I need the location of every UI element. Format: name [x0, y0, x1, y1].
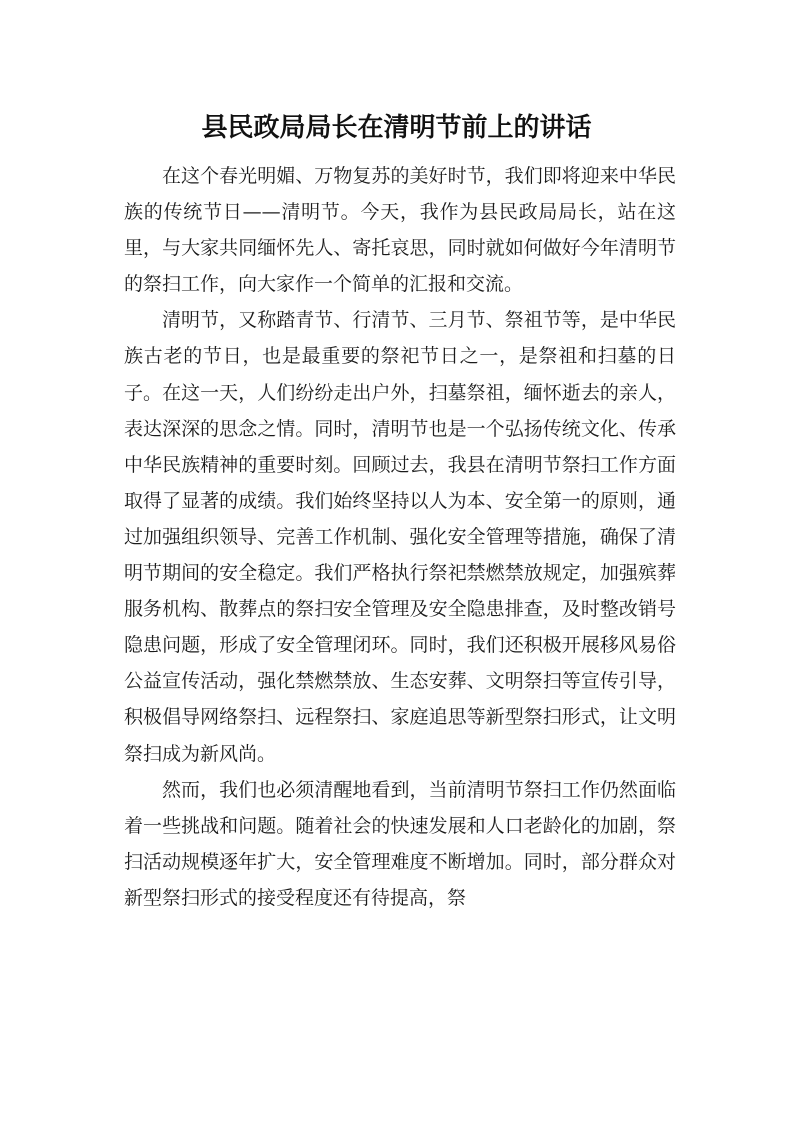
document-body	[124, 158, 676, 916]
paragraph-background: 清明节，又称踏青节、行清节、三月节、祭祖节等，是中华民族古老的节日，也是最重要的祭祀节日之一，是祭祖和扫墓的日子。在这一天，人们纷纷走出户外，扫墓祭祖，缅怀逝去的亲人，表达深深的思念之情。同时，清明节也是一个弘扬传统文化、传承中华民族精神的重要时刻。回顾过去，我县在清明节祭扫工作方面取得了显著的成绩。我们始终坚持以人为本、安全第一的原则，通过加强组织领导、完善工作机制、强化安全管理等措施，确保了清明节期间的安全稳定。我们严格执行祭祀禁燃禁放规定，加强殡葬服务机构、散葬点的祭扫安全管理及安全隐患排查，及时整改销号隐患问题，形成了安全管理闭环。同时，我们还积极开展移风易俗公益宣传活动，强化禁燃禁放、生态安葬、文明祭扫等宣传引导，积极倡导网络祭扫、远程祭扫、家庭追思等新型祭扫形式，让文明祭扫成为新风尚。	[124, 309, 676, 765]
paragraph-challenges: 然而，我们也必须清醒地看到，当前清明节祭扫工作仍然面临着一些挑战和问题。随着社会的快速发展和人口老龄化的加剧，祭扫活动规模逐年扩大，安全管理难度不断增加。同时，部分群众对新型祭扫形式的接受程度还有待提高，祭	[124, 778, 676, 909]
paragraph-intro: 在这个春光明媚、万物复苏的美好时节，我们即将迎来中华民族的传统节日——清明节。今天，我作为县民政局局长，站在这里，与大家共同缅怀先人、寄托哀思，同时就如何做好今年清明节的祭扫工作，向大家作一个简单的汇报和交流。	[124, 165, 676, 296]
document-title: 县民政局局长在清明节前上的讲话	[201, 113, 592, 143]
